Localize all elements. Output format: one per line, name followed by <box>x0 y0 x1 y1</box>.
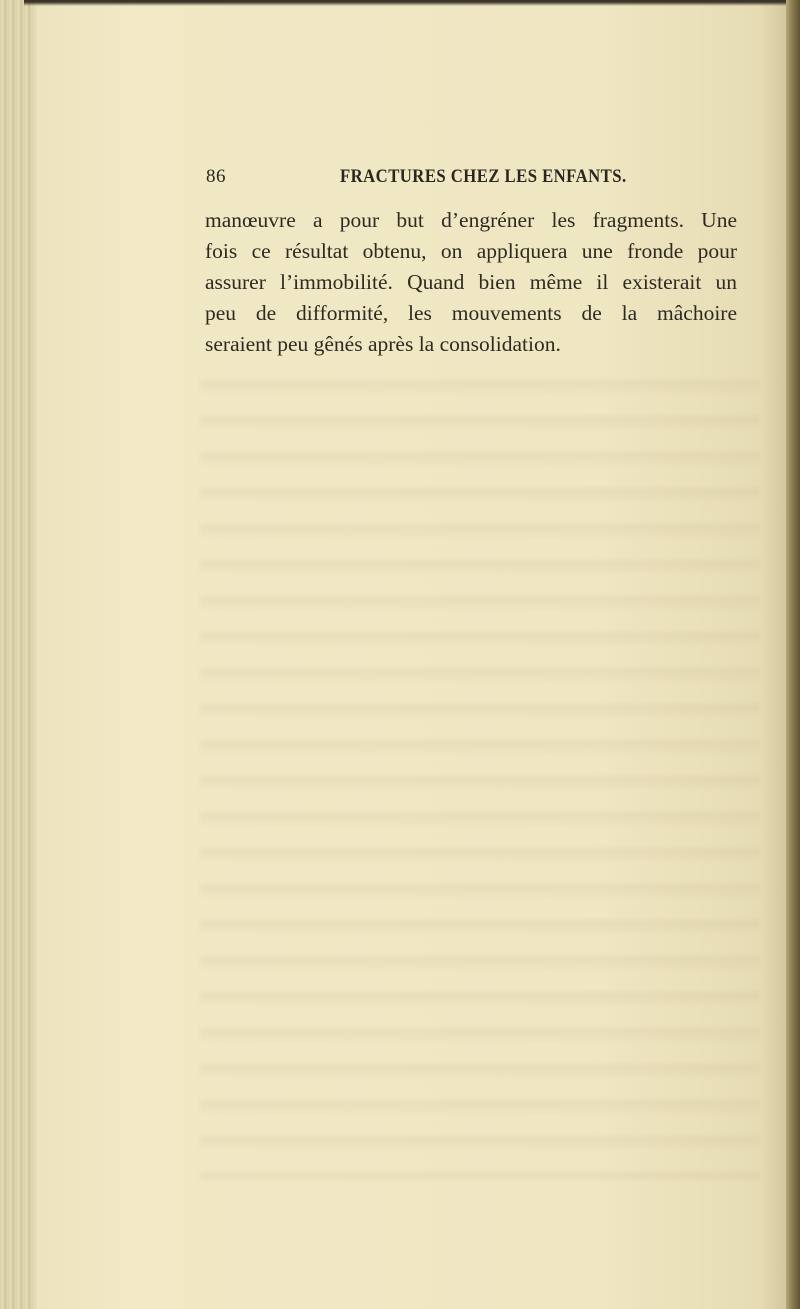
page-binding-left <box>0 0 36 1309</box>
paragraph-line: fois ce résultat obtenu, on appliquera une fronde pour <box>205 239 737 263</box>
page-binding-right <box>786 0 800 1309</box>
show-through-text <box>200 360 760 1180</box>
running-title: FRACTURES CHEZ LES ENFANTS. <box>340 166 627 187</box>
page-number: 86 <box>206 166 226 187</box>
paragraph-line: manœuvre a pour but d’engréner les fragments. Une <box>205 208 737 232</box>
paragraph-line: seraient peu gênés après la consolidation. <box>205 332 561 356</box>
paragraph-line: assurer l’immobilité. Quand bien même il existerait un <box>205 270 737 294</box>
page-top-edge <box>24 0 800 6</box>
body-paragraph <box>205 205 737 360</box>
paragraph-line: peu de difformité, les mouvements de la mâchoire <box>205 301 737 325</box>
running-header <box>206 166 766 192</box>
